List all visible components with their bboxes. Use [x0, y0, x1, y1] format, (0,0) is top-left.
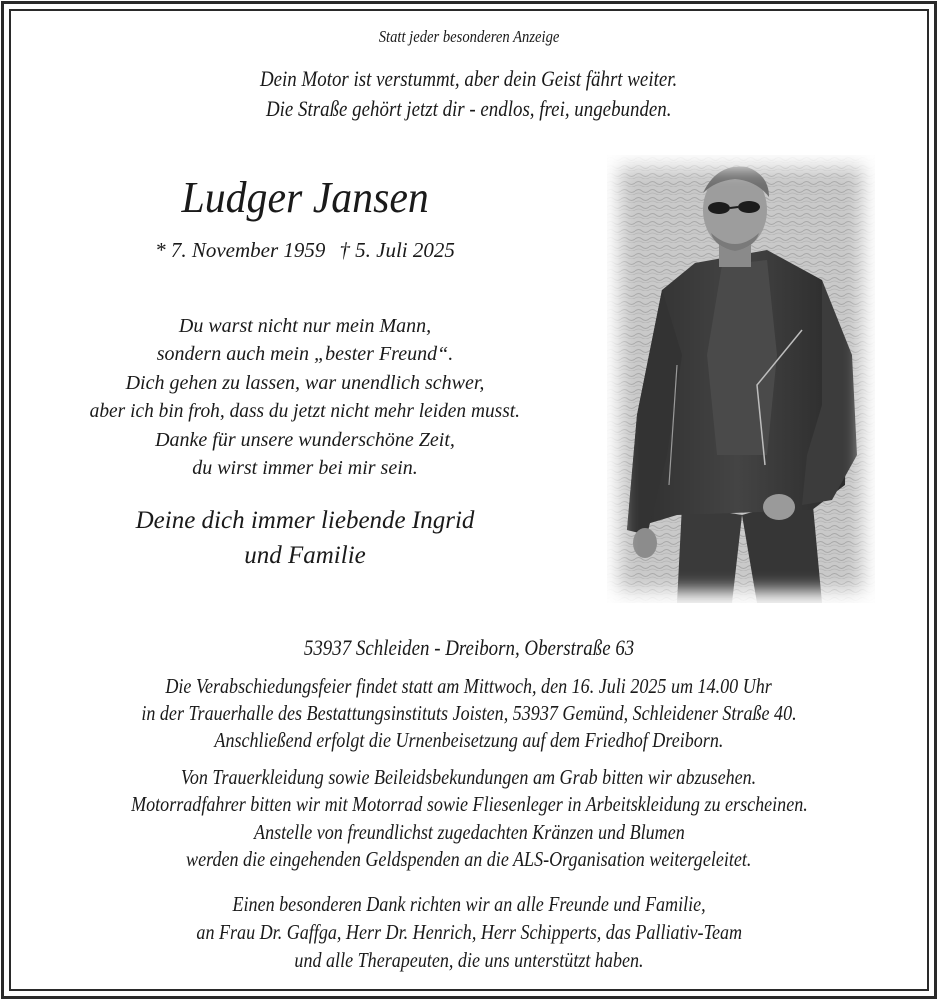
- poem-text: Dich gehen zu lassen, war unendlich schwer,: [125, 372, 485, 394]
- ceremony-line: [0, 703, 938, 724]
- birth-date: * 7. November 1959: [155, 238, 326, 262]
- poem-line: [70, 401, 540, 421]
- notice-header-text: Statt jeder besonderen Anzeige: [378, 27, 560, 46]
- request-text: Motorradfahrer bitten wir mit Motorrad sowie Fliesenleger in Arbeitskleidung zu erscheinen.: [130, 792, 808, 816]
- motto-text: Die Straße gehört jetzt dir - endlos, frei, ungebunden.: [266, 96, 672, 121]
- thanks-line: [0, 922, 938, 943]
- motto-text: Dein Motor ist verstummt, aber dein Geist fährt weiter.: [260, 66, 678, 91]
- thanks-line: [0, 894, 938, 915]
- life-dates: [75, 240, 535, 261]
- ceremony-text: Anschließend erfolgt die Urnenbeisetzung auf dem Friedhof Dreiborn.: [214, 728, 724, 752]
- portrait-photo-icon: [607, 155, 875, 603]
- poem-text: Danke für unsere wunderschöne Zeit,: [155, 429, 455, 451]
- poem-line: [70, 373, 540, 393]
- poem-line: [70, 430, 540, 450]
- request-text: werden die eingehenden Geldspenden an die ALS-Organisation weitergeleitet.: [186, 847, 752, 871]
- ceremony-text: in der Trauerhalle des Bestattungsinstituts Joisten, 53937 Gemünd, Schleidener Straße 40.: [141, 701, 797, 725]
- request-text: Von Trauerkleidung sowie Beileidsbekundungen am Grab bitten wir abzusehen.: [181, 765, 757, 789]
- deceased-name-text: Ludger Jansen: [181, 173, 429, 222]
- request-line: [0, 822, 938, 843]
- motto-line-1: [0, 68, 938, 90]
- thanks-text: Einen besonderen Dank richten wir an alle Freunde und Familie,: [232, 892, 706, 916]
- signature-line-1: [70, 508, 540, 533]
- notice-header: [0, 28, 938, 45]
- request-line: [0, 794, 938, 815]
- signature-text: und Familie: [244, 542, 366, 569]
- deceased-name: [80, 173, 530, 222]
- ceremony-line: [0, 730, 938, 751]
- signature-text: Deine dich immer liebende Ingrid: [135, 507, 475, 534]
- thanks-text: und alle Therapeuten, die uns unterstützt haben.: [294, 948, 644, 972]
- request-text: Anstelle von freundlichst zugedachten Kränzen und Blumen: [253, 820, 685, 844]
- poem-line: [70, 458, 540, 478]
- thanks-line: [0, 950, 938, 971]
- ceremony-text: Die Verabschiedungsfeier findet statt am Mittwoch, den 16. Juli 2025 um 14.00 Uhr: [165, 674, 773, 698]
- signature-line-2: [70, 543, 540, 568]
- request-line: [0, 849, 938, 870]
- poem-text: du wirst immer bei mir sein.: [192, 457, 418, 479]
- poem-text: aber ich bin froh, dass du jetzt nicht mehr leiden musst.: [89, 400, 521, 422]
- request-line: [0, 767, 938, 788]
- portrait-photo: [607, 155, 875, 603]
- ceremony-line: [0, 676, 938, 697]
- death-date: † 5. Juli 2025: [339, 238, 455, 262]
- poem-line: [70, 344, 540, 364]
- poem-line: [70, 316, 540, 336]
- address: [0, 637, 938, 659]
- poem-text: sondern auch mein „bester Freund“.: [156, 343, 454, 365]
- thanks-text: an Frau Dr. Gaffga, Herr Dr. Henrich, Herr Schipperts, das Palliativ-Team: [196, 920, 742, 944]
- poem-text: Du warst nicht nur mein Mann,: [178, 315, 432, 337]
- motto-line-2: [0, 98, 938, 120]
- address-text: 53937 Schleiden - Dreiborn, Oberstraße 63: [303, 635, 635, 660]
